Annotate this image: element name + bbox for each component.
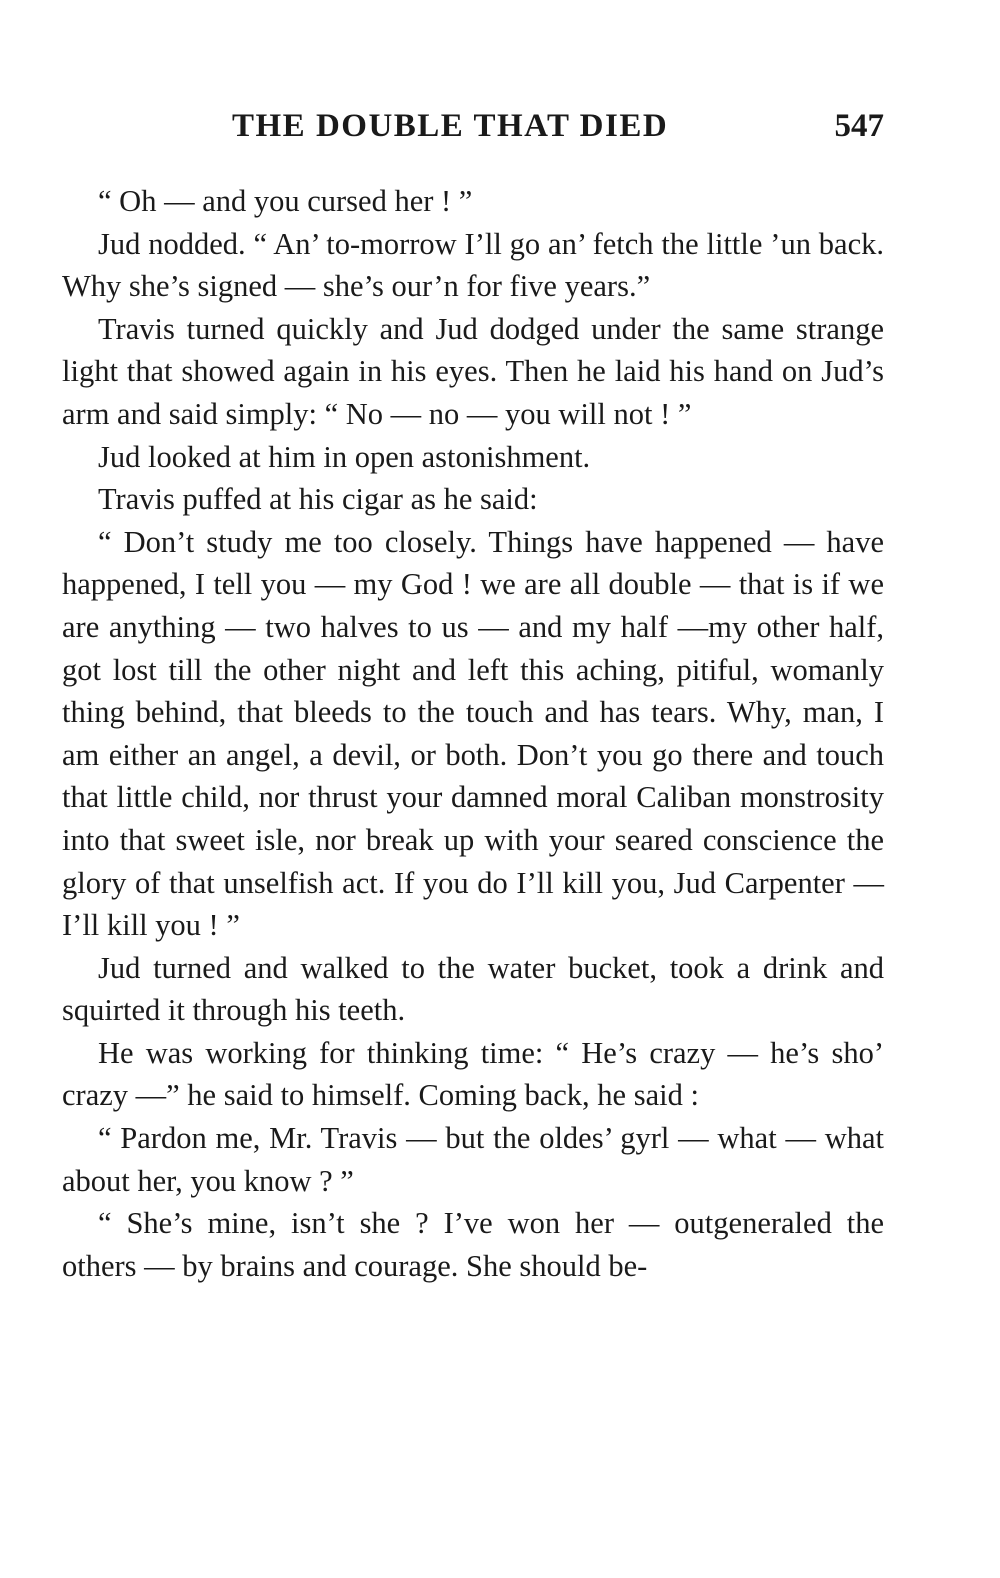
paragraph: “ Oh — and you cursed her ! ” [98,184,473,218]
body-text [62,180,884,1287]
paragraph: Jud looked at him in open astonishment. [98,439,591,474]
paragraph: Jud nodded. “ An’ to-morrow I’ll go an’ fetch the little ’un back. Why she’s signed — she’s our’n for five years.” [62,226,884,304]
paragraph: “ She’s mine, isn’t she ? I’ve won her — outgeneraled the others — by brains and courage. She should be- [62,1206,884,1283]
running-title: THE DOUBLE THAT DIED [232,108,669,144]
paragraph: Travis puffed at his cigar as he said: [98,482,538,517]
paragraph: Jud turned and walked to the water bucket, took a drink and squirted it through his teeth. [62,950,884,1028]
paragraph: “ Don’t study me too closely. Things have happened — have happened, I tell you — my God ! we are all double — that is if we are anything — two halves to us — and my half —my other half, got lost till the other night and left this aching, pitiful, womanly thing behind, that bleeds to the touch and has tears. Why, man, I am either an angel, a devil, or both. Don’t you go there and touch that little child, nor thrust your damned moral Caliban monstrosity into that sweet isle, nor break up with your seared conscience the glory of that unselfish act. If you do I’ll kill you, Jud Carpenter — I’ll kill you ! ” [62,524,884,943]
paragraph: “ Pardon me, Mr. Travis — but the oldes’ gyrl — what — what about her, you know ? ” [62,1121,884,1198]
page-number: 547 [834,108,884,144]
paragraph: Travis turned quickly and Jud dodged under the same strange light that showed again in his eyes. Then he laid his hand on Jud’s arm and said simply: “ No — no — you will not ! ” [62,311,884,431]
page-header [62,108,884,158]
paragraph: He was working for thinking time: “ He’s crazy — he’s sho’ crazy —” he said to himself. Coming back, he said : [62,1035,884,1113]
